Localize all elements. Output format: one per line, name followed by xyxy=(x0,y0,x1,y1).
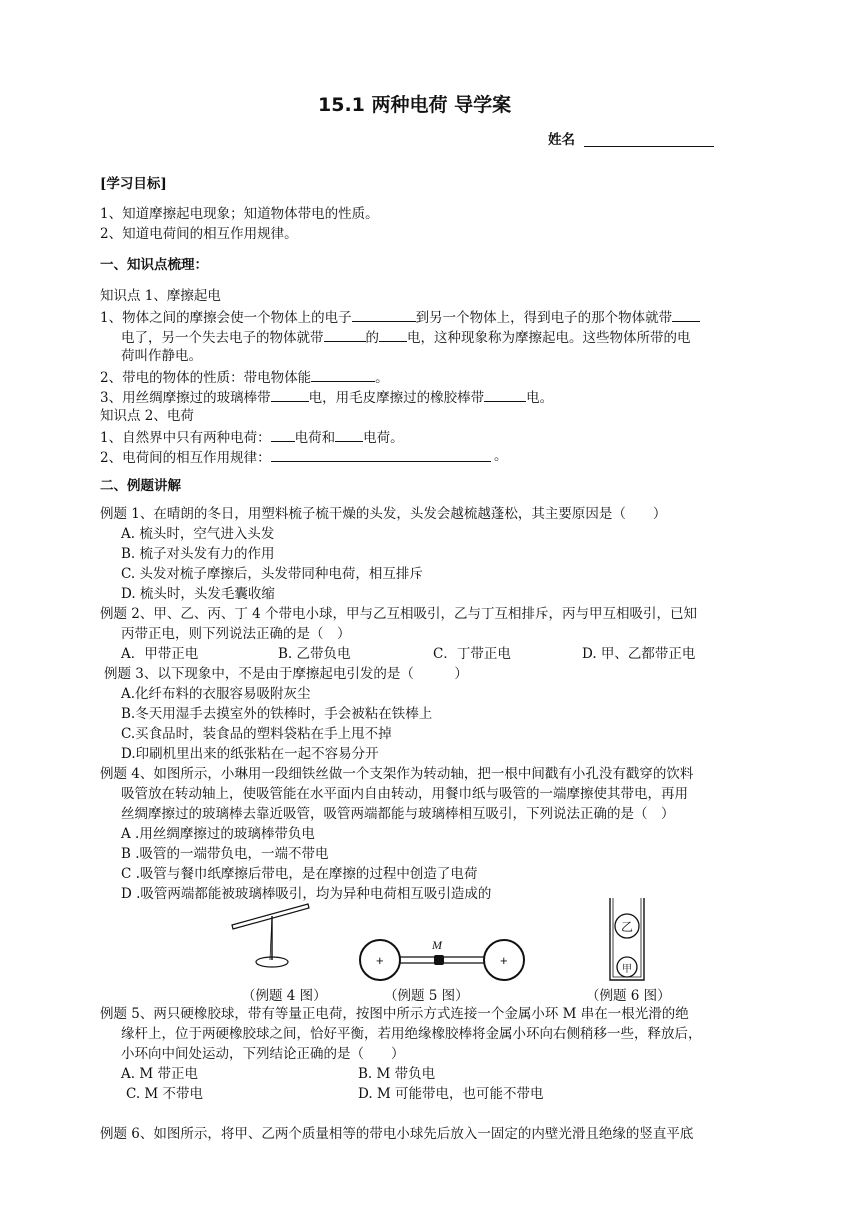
text: 1、物体之间的摩擦会使一个物体上的电子 xyxy=(100,310,352,326)
page-title: 15.1 两种电荷 导学案 xyxy=(318,94,512,116)
fill-blank[interactable] xyxy=(271,426,295,442)
ring-m-mark xyxy=(434,955,444,965)
ex3-option-c[interactable]: C.买食品时，装食品的塑料袋粘在手上甩不掉 xyxy=(121,726,392,742)
name-label: 姓名 xyxy=(548,132,575,148)
ex5-option-b[interactable]: B. M 带负电 xyxy=(358,1066,436,1082)
fill-blank[interactable] xyxy=(271,446,491,462)
text: 到另一个物体上，得到电子的那个物体就带 xyxy=(415,310,673,326)
ex2-option-d[interactable]: D. 甲、乙都带正电 xyxy=(582,646,696,662)
figure-5-balls-ring xyxy=(356,930,528,990)
text: 2、带电的物体的性质：带电物体能 xyxy=(100,370,312,386)
kp1-q3 xyxy=(100,386,553,408)
ex4-stem-line1: 例题 4、如图所示，小琳用一段细铁丝做一个支架作为转动轴，把一根中间戳有小孔没有戳穿的饮料 xyxy=(100,766,694,782)
fill-blank[interactable] xyxy=(484,386,526,402)
ex3-option-b[interactable]: B.冬天用湿手去摸室外的铁棒时，手会被粘在铁棒上 xyxy=(121,706,433,722)
ex5-stem-line3: 小环向中间处运动，下列结论正确的是（ ） xyxy=(121,1046,405,1062)
figure-4-caption: （例题 4 图） xyxy=(242,988,327,1004)
kp1-q1-line1 xyxy=(100,306,700,328)
ex2-stem-line1: 例题 2、甲、乙、丙、丁 4 个带电小球，甲与乙互相吸引，乙与丁互相排斥，丙与甲互相吸引，已知 xyxy=(100,606,698,622)
ball-jia-label: 甲 xyxy=(622,964,632,975)
kp1-q1-line2 xyxy=(121,326,691,348)
kp2-q2 xyxy=(100,446,491,468)
figure-5-caption: （例题 5 图） xyxy=(384,988,469,1004)
figure-6-tube-balls xyxy=(604,896,650,984)
text: 电，用毛皮摩擦过的橡胶棒带 xyxy=(308,390,485,406)
text: 。 xyxy=(375,370,389,386)
ex4-option-d[interactable]: D .吸管两端都能被玻璃棒吸引，均为异种电荷相互吸引造成的 xyxy=(121,886,492,902)
text: 电，这种现象称为摩擦起电。这些物体所带的电 xyxy=(407,330,691,346)
objective-item: 1、知道摩擦起电现象；知道物体带电的性质。 xyxy=(100,206,379,222)
objective-item: 2、知道电荷间的相互作用规律。 xyxy=(100,226,298,242)
ex2-option-c[interactable]: C．丁带正电 xyxy=(433,646,511,662)
figure-6-caption: （例题 6 图） xyxy=(586,988,671,1004)
kp1-title: 知识点 1、摩擦起电 xyxy=(100,288,221,304)
ex2-stem-line2: 丙带正电，则下列说法正确的是（ ） xyxy=(121,626,351,642)
fill-blank[interactable] xyxy=(672,306,700,322)
ex1-option-d[interactable]: D. 梳头时，头发毛囊收缩 xyxy=(121,586,275,602)
ex1-stem: 例题 1、在晴朗的冬日，用塑料梳子梳干燥的头发，头发会越梳越蓬松，其主要原因是（ ） xyxy=(100,506,667,522)
ex2-option-a[interactable]: A．甲带正电 xyxy=(121,646,199,662)
ex1-option-b[interactable]: B. 梳子对头发有力的作用 xyxy=(121,546,275,562)
ring-m-label: M xyxy=(432,938,442,952)
left-ball-charge: + xyxy=(376,953,384,968)
kp2-q1 xyxy=(100,426,404,448)
ex5-option-a[interactable]: A. M 带正电 xyxy=(121,1066,198,1082)
ex1-option-c[interactable]: C. 头发对梳子摩擦后，头发带同种电荷，相互排斥 xyxy=(121,566,423,582)
ex3-option-a[interactable]: A.化纤布料的衣服容易吸附灰尘 xyxy=(121,686,311,702)
ex5-stem-line1: 例题 5、两只硬橡胶球，带有等量正电荷，按图中所示方式连接一个金属小环 M 串在一根光滑的绝 xyxy=(100,1006,689,1022)
kp1-q2 xyxy=(100,366,389,388)
kp2-q2-end: 。 xyxy=(494,448,508,464)
ex4-option-a[interactable]: A .用丝绸摩擦过的玻璃棒带负电 xyxy=(121,826,315,842)
text: 电。 xyxy=(526,390,554,406)
ex5-option-c[interactable]: C. M 不带电 xyxy=(126,1086,204,1102)
text: 3、用丝绸摩擦过的玻璃棒带 xyxy=(100,390,271,406)
text: 电荷和 xyxy=(294,430,336,446)
ex6-stem-line1: 例题 6、如图所示，将甲、乙两个质量相等的带电小球先后放入一固定的内壁光滑且绝缘的竖直平底 xyxy=(100,1126,694,1142)
name-blank[interactable] xyxy=(584,146,714,147)
ex1-option-a[interactable]: A. 梳头时，空气进入头发 xyxy=(121,526,275,542)
objectives-heading: [学习目标] xyxy=(100,176,167,192)
ex5-option-d[interactable]: D. M 可能带电，也可能不带电 xyxy=(358,1086,544,1102)
ex4-stem-line2: 吸管放在转动轴上，使吸管能在水平面内自由转动，用餐巾纸与吸管的一端摩擦使其带电，再用 xyxy=(121,786,688,802)
ex5-stem-line2: 缘杆上，位于两硬橡胶球之间，恰好平衡，若用绝缘橡胶棒将金属小环向右侧稍移一些，释放后， xyxy=(121,1026,702,1042)
fill-blank[interactable] xyxy=(324,326,366,342)
figure-4-straw-stand xyxy=(226,900,316,972)
fill-blank[interactable] xyxy=(311,366,375,382)
fill-blank[interactable] xyxy=(271,386,309,402)
fill-blank[interactable] xyxy=(352,306,416,322)
text: 2、电荷间的相互作用规律： xyxy=(100,450,271,466)
text: 电了，另一个失去电子的物体就带 xyxy=(121,330,324,346)
ex3-option-d[interactable]: D.印刷机里出来的纸张粘在一起不容易分开 xyxy=(121,746,379,762)
section1-heading: 一、知识点梳理： xyxy=(100,257,208,273)
ex3-stem: 例题 3、以下现象中，不是由于摩擦起电引发的是（ ） xyxy=(104,666,468,682)
ball-yi-label: 乙 xyxy=(621,920,634,934)
text: 的 xyxy=(365,330,379,346)
text: 1、自然界中只有两种电荷： xyxy=(100,430,271,446)
right-ball-charge: + xyxy=(500,953,508,968)
ex2-option-b[interactable]: B. 乙带负电 xyxy=(278,646,351,662)
ex4-option-b[interactable]: B .吸管的一端带负电，一端不带电 xyxy=(121,846,329,862)
ex4-option-c[interactable]: C .吸管与餐巾纸摩擦后带电，是在摩擦的过程中创造了电荷 xyxy=(121,866,478,882)
kp2-title: 知识点 2、电荷 xyxy=(100,408,194,424)
text: 电荷。 xyxy=(363,430,404,446)
fill-blank[interactable] xyxy=(379,326,407,342)
kp1-q1-line3: 荷叫作静电。 xyxy=(121,348,202,364)
fill-blank[interactable] xyxy=(335,426,363,442)
section2-heading: 二、例题讲解 xyxy=(100,478,181,494)
ex4-stem-line3: 丝绸摩擦过的玻璃棒去靠近吸管，吸管两端都能与玻璃棒相互吸引，下列说法正确的是（ ） xyxy=(121,806,675,822)
